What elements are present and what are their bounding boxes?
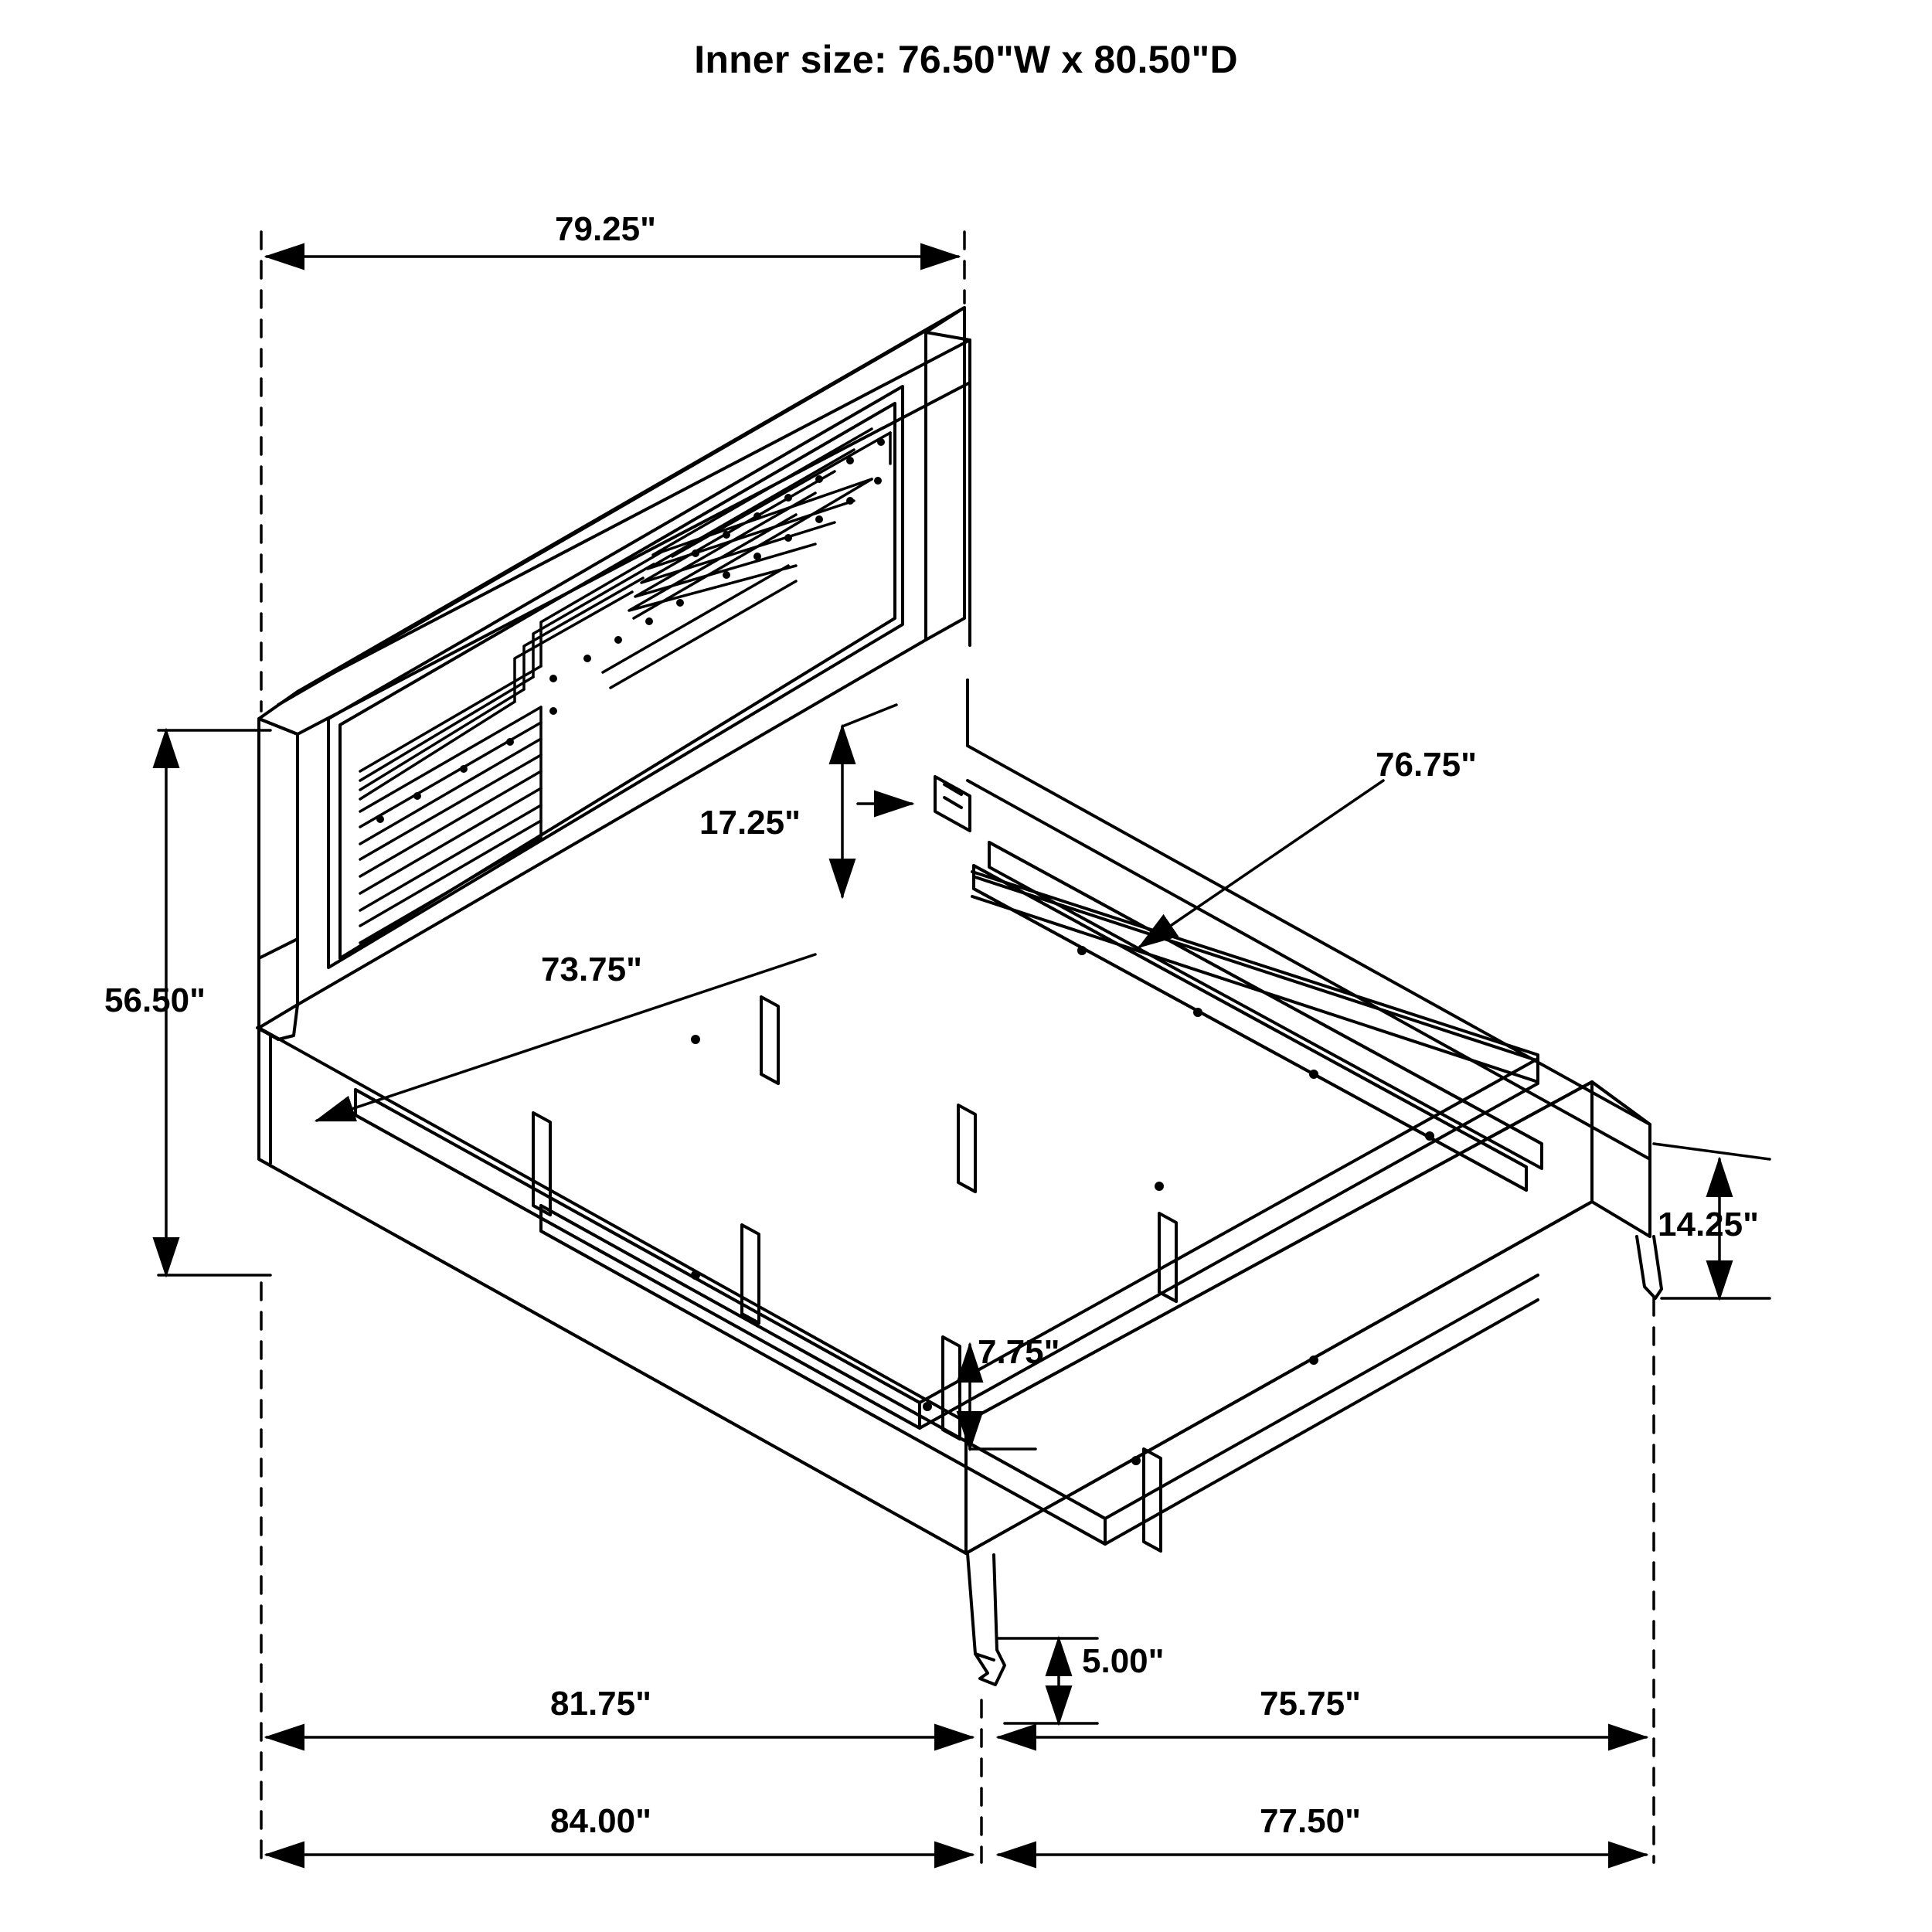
label-17-25: 17.25" xyxy=(699,804,801,842)
bed-frame-rails xyxy=(259,680,1650,1553)
dim-76-75-leader xyxy=(1140,781,1383,947)
label-81-75: 81.75" xyxy=(550,1685,651,1723)
label-7-75: 7.75" xyxy=(978,1333,1060,1371)
label-77-50: 77.50" xyxy=(1260,1802,1361,1840)
label-73-75: 73.75" xyxy=(541,951,642,988)
page-title: Inner size: 76.50"W x 80.50"D xyxy=(694,38,1238,81)
label-75-75: 75.75" xyxy=(1260,1685,1361,1723)
label-84-00: 84.00" xyxy=(550,1802,651,1840)
headboard-top-rail xyxy=(278,320,944,705)
rail-bracket xyxy=(935,777,970,831)
label-76-75: 76.75" xyxy=(1376,746,1477,784)
label-56-50: 56.50" xyxy=(104,981,206,1019)
headboard-outer-frame xyxy=(259,308,970,1028)
slat-support-legs xyxy=(533,997,1176,1551)
label-79-25: 79.25" xyxy=(555,210,656,248)
label-5-00: 5.00" xyxy=(1082,1642,1165,1680)
label-14-25: 14.25" xyxy=(1658,1206,1759,1243)
foot-legs xyxy=(968,1236,1662,1685)
